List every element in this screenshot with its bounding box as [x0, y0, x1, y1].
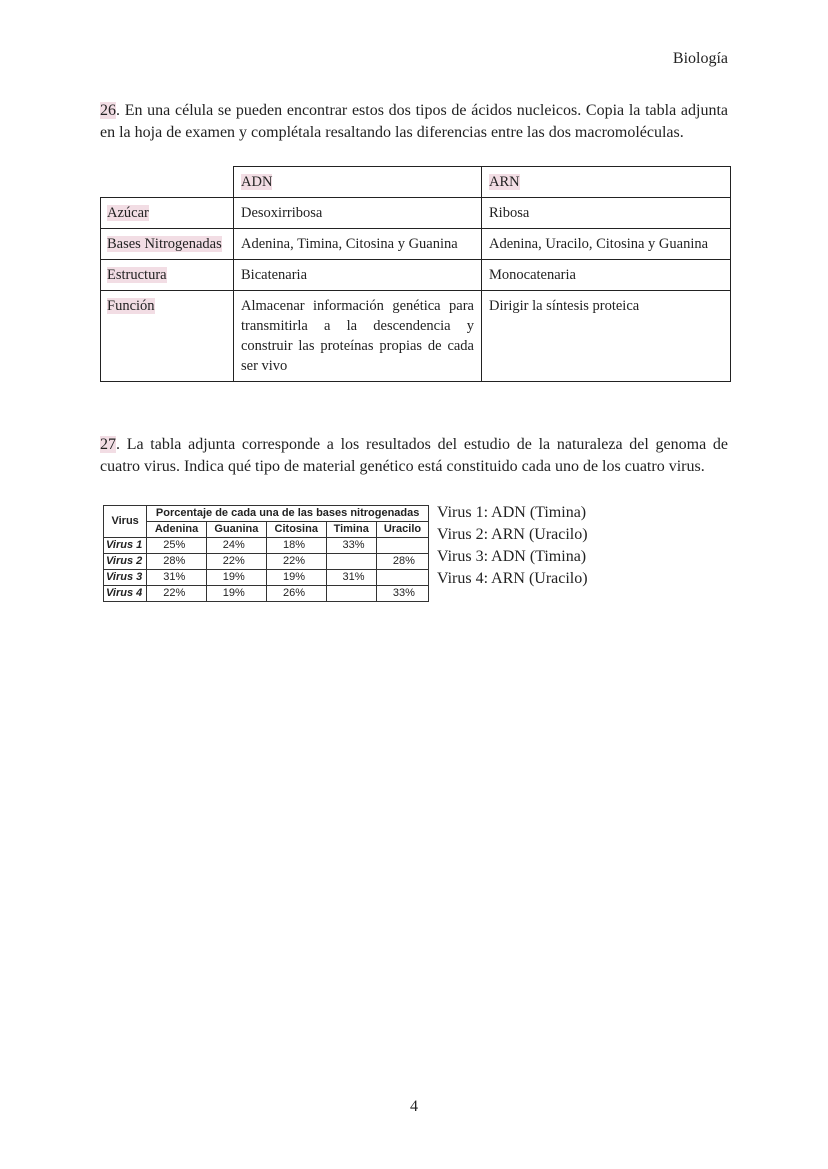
table-cell: 28% — [376, 554, 428, 570]
table-row — [104, 570, 429, 586]
table-cell: Adenina, Timina, Citosina y Guanina — [234, 229, 482, 260]
table-cell: 31% — [147, 570, 206, 586]
table-cell — [376, 570, 428, 586]
table-row — [104, 538, 429, 554]
question-27 — [100, 434, 728, 477]
page-header-subject: Biología — [672, 50, 728, 67]
virus-label: Virus 2 — [104, 554, 147, 570]
column-header: Uracilo — [376, 522, 428, 538]
table-header-row — [104, 522, 429, 538]
table-cell: Ribosa — [482, 198, 731, 229]
table-row — [101, 198, 731, 229]
answer-line: Virus 3: ADN (Timina) — [437, 548, 587, 565]
table-row — [104, 554, 429, 570]
row-label: Estructura — [101, 260, 234, 291]
table-cell: 19% — [267, 570, 326, 586]
answers-block — [437, 502, 588, 590]
table-cell — [326, 586, 376, 602]
table-row — [101, 291, 731, 382]
table-header-row — [104, 506, 429, 522]
table-row — [104, 586, 429, 602]
column-header: Adenina — [147, 522, 206, 538]
answer-line: Virus 4: ARN (Uracilo) — [437, 570, 588, 587]
column-header: Guanina — [206, 522, 266, 538]
table-cell: 22% — [206, 554, 266, 570]
table-cell: Desoxirribosa — [234, 198, 482, 229]
page-number: 4 — [410, 1098, 418, 1115]
table-cell: 28% — [147, 554, 206, 570]
table-cell: 19% — [206, 570, 266, 586]
table-cell: Dirigir la síntesis proteica — [482, 291, 731, 382]
table-cell: 31% — [326, 570, 376, 586]
answer-line: Virus 1: ADN (Timina) — [437, 504, 587, 521]
group-header: Porcentaje de cada una de las bases nitrogenadas — [147, 506, 429, 522]
table-cell: Monocatenaria — [482, 260, 731, 291]
virus-label: Virus 4 — [104, 586, 147, 602]
table-header-row — [101, 167, 731, 198]
virus-bases-table — [103, 505, 429, 602]
table-cell: 22% — [267, 554, 326, 570]
table-cell: 19% — [206, 586, 266, 602]
question-text: . La tabla adjunta corresponde a los resultados del estudio de la naturaleza del genoma de cuatro virus. Indica qué tipo de material genético está constituido cada uno de los cuatro virus. — [100, 436, 728, 475]
virus-label: Virus 1 — [104, 538, 147, 554]
row-label: Bases Nitrogenadas — [101, 229, 234, 260]
table-cell: 25% — [147, 538, 206, 554]
column-header: Timina — [326, 522, 376, 538]
column-header: Citosina — [267, 522, 326, 538]
nucleic-acids-table — [100, 166, 731, 382]
table-cell — [376, 538, 428, 554]
table-cell: Adenina, Uracilo, Citosina y Guanina — [482, 229, 731, 260]
table-cell: 33% — [326, 538, 376, 554]
question-26 — [100, 100, 728, 143]
table-cell: 18% — [267, 538, 326, 554]
table-row — [101, 260, 731, 291]
table-cell: 33% — [376, 586, 428, 602]
virus-label: Virus 3 — [104, 570, 147, 586]
table-cell: Almacenar información genética para transmitirla a la descendencia y construir las proteínas propias de cada ser vivo — [234, 291, 482, 382]
table-cell: 24% — [206, 538, 266, 554]
question-number: 26 — [100, 102, 116, 119]
table-cell: 22% — [147, 586, 206, 602]
question-number: 27 — [100, 436, 116, 453]
row-label: Función — [101, 291, 234, 382]
table-cell: Bicatenaria — [234, 260, 482, 291]
virus-column-header: Virus — [104, 506, 147, 538]
column-header: ADN — [234, 167, 482, 198]
row-label: Azúcar — [101, 198, 234, 229]
question-text: . En una célula se pueden encontrar estos dos tipos de ácidos nucleicos. Copia la tabla adjunta en la hoja de examen y complétala resaltando las diferencias entre las dos macromoléculas. — [100, 102, 728, 141]
column-header: ARN — [482, 167, 731, 198]
table-cell: 26% — [267, 586, 326, 602]
table-cell — [326, 554, 376, 570]
empty-corner-cell — [101, 167, 234, 198]
table-row — [101, 229, 731, 260]
answer-line: Virus 2: ARN (Uracilo) — [437, 526, 588, 543]
